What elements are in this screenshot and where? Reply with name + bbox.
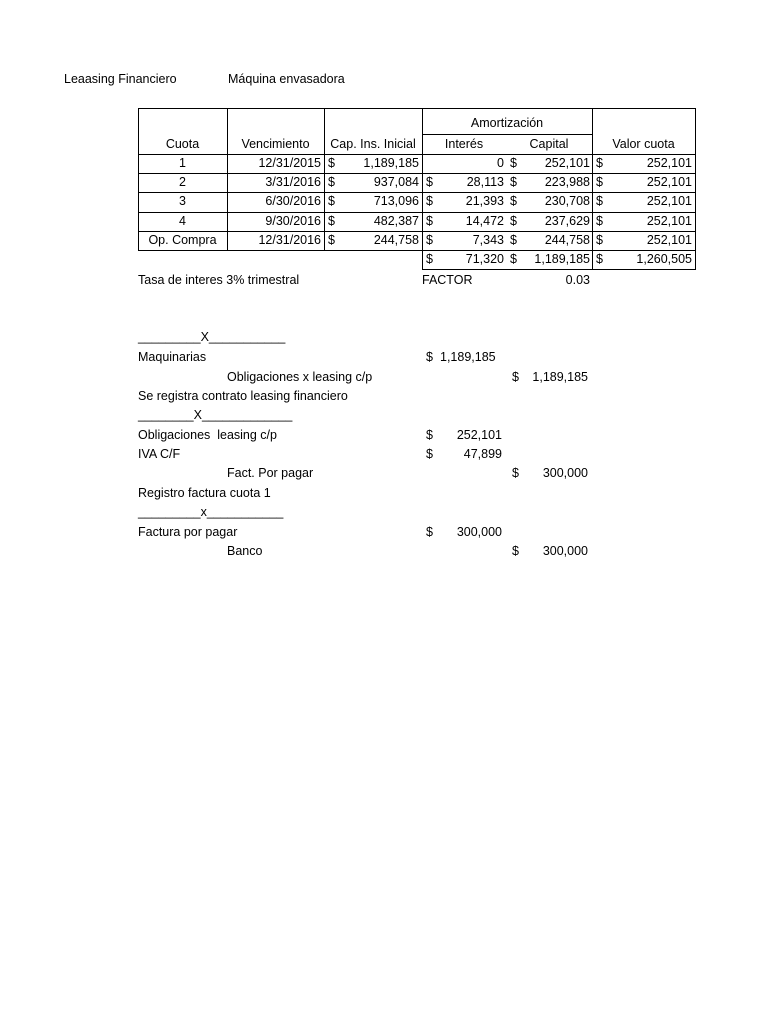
factor-value: 0.03 (565, 273, 590, 287)
cell-currency-symbol: $ (510, 233, 517, 247)
entry-separator: _________x___________ (138, 505, 284, 519)
amortization-table (138, 108, 696, 269)
cell-currency-symbol: $ (328, 214, 335, 228)
debit-account: Obligaciones leasing c/p (138, 428, 277, 442)
debit-amount: 47,899 (463, 447, 502, 461)
cell-capital: 230,708 (544, 194, 590, 208)
entry-description: Se registra contrato leasing financiero (138, 389, 348, 403)
credit-account: Fact. Por pagar (227, 466, 314, 480)
entry-separator: _________X___________ (138, 330, 286, 344)
col-header-valor-cuota: Valor cuota (612, 137, 675, 151)
cell-vencimiento: 12/31/2015 (258, 156, 321, 170)
interest-rate-label: Tasa de interes 3% trimestral (138, 273, 300, 287)
cell-cap-ins-inicial: 713,096 (373, 194, 419, 208)
cell-currency-symbol: $ (328, 156, 335, 170)
cell-currency-symbol: $ (596, 214, 603, 228)
credit-amount: 1,189,185 (532, 370, 588, 384)
cell-capital: 237,629 (544, 214, 590, 228)
col-header-interes: Interés (444, 137, 484, 151)
cell-currency-symbol: $ (328, 233, 335, 247)
cell-cap-ins-inicial: 1,189,185 (363, 156, 419, 170)
total-interes: 71,320 (465, 252, 504, 266)
cell-currency-symbol: $ (510, 156, 517, 170)
cell-currency-symbol: $ (426, 252, 433, 266)
col-header-vencimiento: Vencimiento (241, 137, 310, 151)
cell-currency-symbol: $ (510, 214, 517, 228)
cell-cuota: 2 (179, 175, 186, 189)
cell-cuota: Op. Compra (148, 233, 217, 247)
credit-account: Obligaciones x leasing c/p (227, 370, 373, 384)
col-header-capital: Capital (529, 137, 569, 151)
cell-valor-cuota: 252,101 (646, 156, 692, 170)
cell-vencimiento: 12/31/2016 (258, 233, 321, 247)
cell-currency-symbol: $ (426, 214, 433, 228)
table-rule (695, 108, 696, 270)
cell-currency-symbol: $ (596, 194, 603, 208)
debit-amount: 252,101 (456, 428, 502, 442)
cell-capital: 223,988 (544, 175, 590, 189)
cell-interes: 7,343 (472, 233, 504, 247)
cell-cap-ins-inicial: 482,387 (373, 214, 419, 228)
cell-cap-ins-inicial: 244,758 (373, 233, 419, 247)
debit-amount: 300,000 (456, 525, 502, 539)
entry-separator: ________X_____________ (138, 408, 293, 422)
total-valor-cuota: 1,260,505 (636, 252, 692, 266)
debit-account: Maquinarias (138, 350, 207, 364)
debit-account: Factura por pagar (138, 525, 238, 539)
cell-currency-symbol: $ (596, 233, 603, 247)
cell-interes: 0 (497, 156, 504, 170)
currency-symbol: $ (426, 428, 433, 442)
currency-symbol: $ (512, 466, 519, 480)
cell-currency-symbol: $ (596, 252, 603, 266)
factor-label: FACTOR (422, 273, 473, 287)
cell-currency-symbol: $ (426, 175, 433, 189)
table-rule (138, 108, 696, 109)
debit-account: IVA C/F (138, 447, 181, 461)
credit-account: Banco (227, 544, 263, 558)
cell-currency-symbol: $ (510, 252, 517, 266)
cell-vencimiento: 9/30/2016 (265, 214, 321, 228)
cell-valor-cuota: 252,101 (646, 175, 692, 189)
currency-symbol: $ (426, 525, 433, 539)
cell-currency-symbol: $ (328, 175, 335, 189)
cell-interes: 21,393 (465, 194, 504, 208)
cell-capital: 252,101 (544, 156, 590, 170)
cell-cuota: 3 (179, 194, 186, 208)
cell-currency-symbol: $ (596, 175, 603, 189)
credit-amount: 300,000 (542, 466, 588, 480)
cell-currency-symbol: $ (426, 194, 433, 208)
col-header-cap-ins-inicial: Cap. Ins. Inicial (330, 137, 416, 151)
cell-currency-symbol: $ (510, 175, 517, 189)
cell-cuota: 1 (179, 156, 186, 170)
cell-interes: 28,113 (466, 175, 504, 189)
total-capital: 1,189,185 (534, 252, 590, 266)
col-header-cuota: Cuota (165, 137, 200, 151)
asset-name: Máquina envasadora (228, 72, 345, 86)
credit-amount: 300,000 (542, 544, 588, 558)
debit-amount: 1,189,185 (440, 350, 496, 364)
cell-currency-symbol: $ (596, 156, 603, 170)
cell-interes: 14,472 (465, 214, 504, 228)
currency-symbol: $ (426, 447, 433, 461)
cell-cap-ins-inicial: 937,084 (373, 175, 419, 189)
group-header-amortizacion: Amortización (470, 116, 544, 130)
currency-symbol: $ (426, 350, 433, 364)
cell-cuota: 4 (179, 214, 186, 228)
cell-currency-symbol: $ (328, 194, 335, 208)
cell-capital: 244,758 (544, 233, 590, 247)
cell-valor-cuota: 252,101 (646, 194, 692, 208)
cell-currency-symbol: $ (426, 233, 433, 247)
document-title: Leaasing Financiero (64, 72, 177, 86)
cell-valor-cuota: 252,101 (646, 233, 692, 247)
entry-description: Registro factura cuota 1 (138, 486, 271, 500)
cell-currency-symbol: $ (510, 194, 517, 208)
currency-symbol: $ (512, 544, 519, 558)
currency-symbol: $ (512, 370, 519, 384)
cell-vencimiento: 6/30/2016 (265, 194, 321, 208)
cell-valor-cuota: 252,101 (646, 214, 692, 228)
cell-vencimiento: 3/31/2016 (265, 175, 321, 189)
table-rule (422, 269, 696, 270)
